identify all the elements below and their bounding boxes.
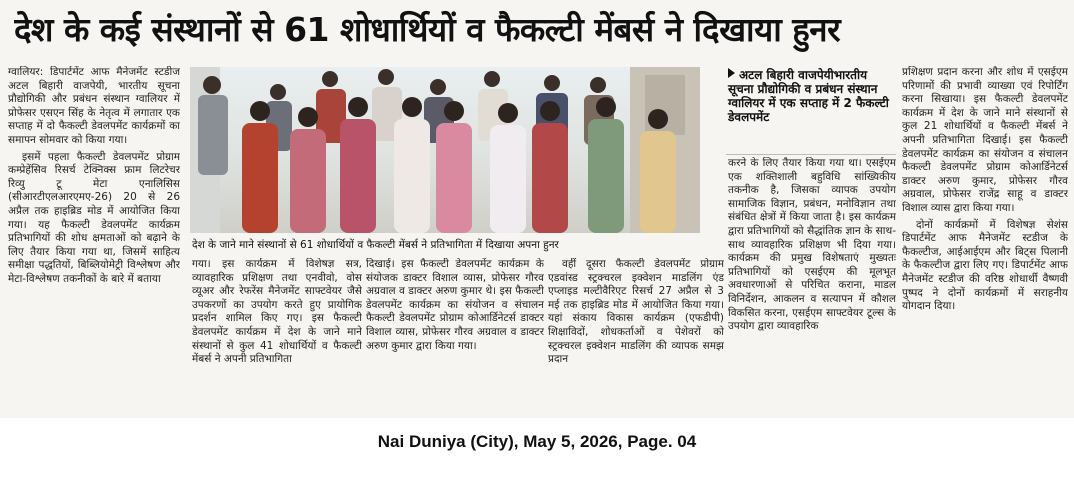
divider xyxy=(726,154,896,155)
headline: देश के कई संस्थानों से 61 शोधार्थियों व फैकल्टी मेंबर्स ने दिखाया हुनर xyxy=(14,10,841,49)
article-column-6 xyxy=(902,66,1068,416)
article-paragraph: दोनों कार्यक्रमों में विशेषज्ञ सेशंस डिपार्टमेंट आफ मैनेजमेंट स्टडीज के फैकल्टीज, आईआईएम और बिट्स पिलानी के फैकल्टीज द्वारा लिए गए। डिपार्टमेंट आफ मैनेजमेंट स्टडीज की वरिष्ठ शोधार्थी वैष्णवी पुष्पद ने दोनों कार्यक्रमों में सराहनीय योगदान दिया। xyxy=(902,218,1068,313)
article-paragraph: दिखाई। इस फैकल्टी डेवलपमेंट कार्यक्रम के संयोजक डाक्टर विशाल व्यास, प्रोफेसर गौरव अग्रवाल व डाक्टर अरुण कुमार थे। इस फैकल्टी डेवलपमेंट कार्यक्रम का संयोजन व संचालन फैकल्टी डेवलपमेंट प्रोग्राम कोआर्डिनेटर्स डाक्टर विशाल व्यास, प्रोफेसर गौरव अग्रवाल व डाक्टर अरुण कुमार द्वारा किया गया। xyxy=(366,258,544,352)
article-column-3 xyxy=(366,258,544,416)
source-citation: Nai Duniya (City), May 5, 2026, Page. 04 xyxy=(377,432,697,451)
article-column-1 xyxy=(8,66,180,414)
article-column-2 xyxy=(192,258,362,416)
article-paragraph: करने के लिए तैयार किया गया था। एसईएम एक शक्तिशाली बहुविधि सांख्यिकीय तकनीक है, जिसका व्यापक उपयोग सामाजिक विज्ञान, प्रबंधन, मनोविज्ञान तथा संबंधित क्षेत्रों में किया जाता है। इस कार्यक्रम द्वारा प्रतिभागियों को सैद्धांतिक ज्ञान के साथ-साथ व्यावहारिक प्रशिक्षण भी दिया गया। कार्यक्रम की प्रमुख विशेषताएं मुख्यतः प्रतिभागियों को एसईएम की मूलभूत अवधारणाओं से परिचित कराना, माडल विनिर्देशन, आकलन व सत्यापन में कौशल विकसित करना, एसईएम साफ्टवेयर टूल्स के उपयोग द्वारा व्यावहारिक xyxy=(728,157,896,333)
photo-caption: देश के जाने माने संस्थानों से 61 शोधार्थियों व फैकल्टी मेंबर्स ने प्रतिभागिता में दिखाया अपना हुनर xyxy=(192,239,559,251)
article-paragraph: ग्वालियर: डिपार्टमेंट आफ मैनेजमेंट स्टडीज अटल बिहारी वाजपेयी, भारतीय सूचना प्रौद्योगिकी और प्रबंधन संस्थान ग्वालियर में प्रोफेसर एसएन सिंह के नेतृत्व में लगातार एक सप्ताह में दो फैकल्टी डेवलपमेंट कार्यक्रमों का समापन सोमवार को किया गया। xyxy=(8,66,180,146)
article-column-5 xyxy=(728,157,896,415)
article-paragraph: इसमें पहला फैकल्टी डेवलपमेंट प्रोग्राम कम्प्रेहेंसिव रिसर्च टेक्निक्स फ्राम लिटरेचर रिव्यु टू मेटा एनालिसिस (सीआरटीएलआरएमए-26) 20 से 26 अप्रैल तक हाइब्रिड मोड में आयोजित किया गया। यह फैकल्टी डेवलपमेंट कार्यक्रम प्रतिभागियों की शोध क्षमताओं को बढ़ाने के लिए तैयार किया गया था, जिसमें साहित्य समीक्षा पद्धतियों, बिब्लियोमेट्री विश्लेषण और मेटा-विश्लेषण तकनीकों के बारे में बताया xyxy=(8,150,180,285)
group-photo-illustration xyxy=(190,67,700,233)
group-photo xyxy=(190,67,700,233)
article-paragraph: वहीं दूसरा फैकल्टी डेवलपमेंट प्रोग्राम एडवांस्ड स्ट्रक्चरल इक्वेशन माडलिंग एंड एप्लाइड मल्टीवैरिएट रिसर्च 27 अप्रैल से 3 मई तक हाइब्रिड मोड में आयोजित किया गया। यहां संकाय विकास कार्यक्रम (एफडीपी) शिक्षाविदों, शोधकर्ताओं व पेशेवरों को स्ट्रक्चरल इक्वेशन माडलिंग की व्यापक समझ प्रदान xyxy=(548,258,724,366)
subheading-text: अटल बिहारी वाजपेयीभारतीय सूचना प्रौद्योगिकी व प्रबंधन संस्थान ग्वालियर में एक सप्ताह में 2 फैकल्टी डेवलपमेंट xyxy=(728,68,889,124)
arrow-icon xyxy=(728,68,735,78)
article-paragraph: गया। इस कार्यक्रम में विशेषज्ञ सत्र, व्यावहारिक प्रशिक्षण तथा एनवीवो, वोस व्यूअर और रेफरेंस मैनेजमेंट साफ्टवेयर जैसे उपकरणों का उपयोग करते हुए प्रायोगिक प्रदर्शन शामिल किए गए। इस फैकल्टी डेवलपमेंट कार्यक्रम में देश के जाने माने संस्थानों से कुल 41 शोधार्थियों व फैकल्टी मेंबर्स ने अपनी प्रतिभागिता xyxy=(192,258,362,366)
article-paragraph: प्रशिक्षण प्रदान करना और शोध में एसईएम परिणामों की प्रभावी व्याख्या एवं रिपोर्टिंग करना सिखाया। इस फैकल्टी डेवलपमेंट कार्यक्रम में देश के जाने माने संस्थानों से कुल 21 शोधार्थियों व फैकल्टी मेंबर्स ने अपनी प्रतिभागिता दिखाई। इस फैकल्टी डेवलपमेंट कार्यक्रम का संयोजन व संचालन फैकल्टी डेवलपमेंट प्रोग्राम कोआर्डिनेटर्स डाक्टर अरुण कुमार, प्रोफेसर गौरव अग्रवाल, प्रोफेसर राजेंद्र साहू व डाक्टर विशाल व्यास द्वारा किया गया। xyxy=(902,66,1068,214)
article-column-4 xyxy=(548,258,724,416)
subheading xyxy=(728,68,892,152)
